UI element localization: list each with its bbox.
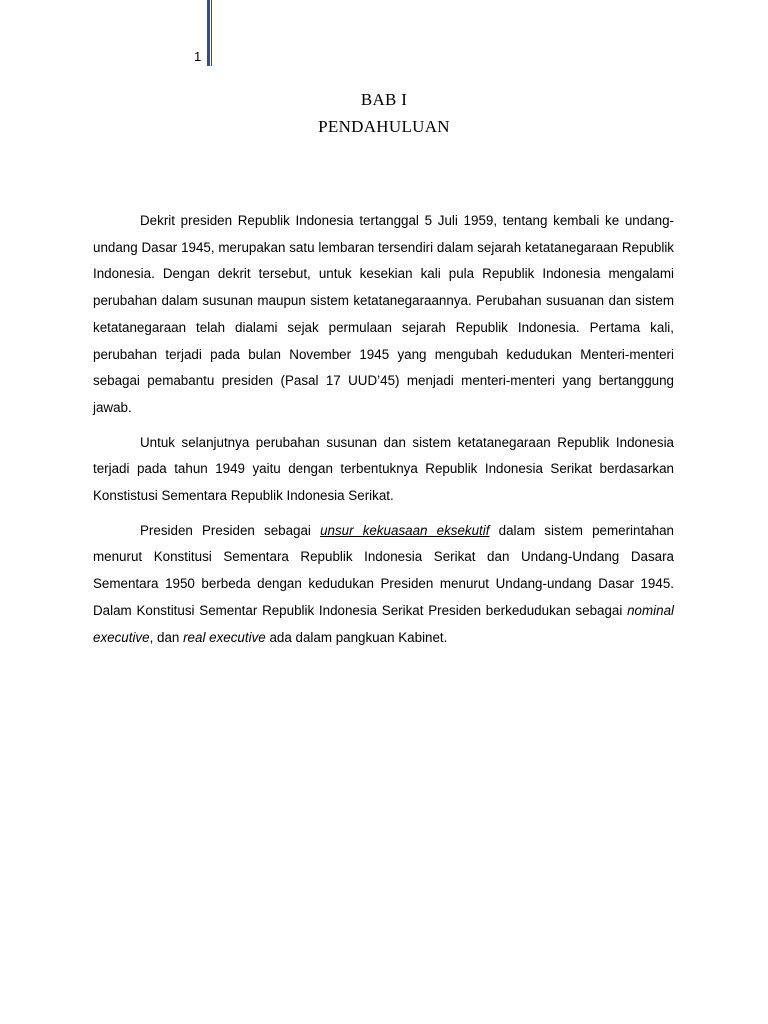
header-rule-thin	[211, 0, 212, 66]
paragraph-3-text-between: , dan	[149, 629, 184, 645]
page-number: 1	[194, 49, 202, 64]
paragraph-3-text-before: Presiden Presiden sebagai	[140, 522, 321, 538]
body-text	[93, 208, 674, 659]
paragraph-3-text-after: ada dalam pangkuan Kabinet.	[265, 629, 448, 645]
chapter-heading: BAB I	[360, 90, 408, 109]
paragraph-3-term-nominal-executive: nominal executive	[93, 602, 674, 645]
paragraph-3-term-real-executive: real executive	[183, 629, 266, 645]
paragraph-1: Dekrit presiden Republik Indonesia tertanggal 5 Juli 1959, tentang kembali ke undang-undang Dasar 1945, merupakan satu lembaran tersendiri dalam sejarah ketatanegaraan Republik Indonesia. Dengan dekrit tersebut, untuk kesekian kali pula Republik Indonesia mengalami perubahan dalam susunan maupun sistem ketatanegaraannya. Perubahan susuanan dan sistem ketatanegaraan telah dialami sejak permulaan sejarah Republik Indonesia. Pertama kali, perubahan terjadi pada bulan November 1945 yang mengubah kedudukan Menteri-menteri sebagai pemabantu presiden (Pasal 17 UUD’45) menjadi menteri-menteri yang bertanggung jawab.	[93, 213, 674, 415]
paragraph-2: Untuk selanjutnya perubahan susunan dan sistem ketatanegaraan Republik Indonesia terjadi pada tahun 1949 yaitu dengan terbentuknya Republik Indonesia Serikat berdasarkan Konstistusi Sementara Republik Indonesia Serikat.	[93, 434, 674, 504]
chapter-title: PENDAHULUAN	[318, 117, 450, 136]
paragraph-3-text-middle: dalam sistem pemerintahan menurut Konstitusi Sementara Republik Indonesia Serikat dan Undang-Undang Dasara Sementara 1950 berbeda dengan kedudukan Presiden menurut Undang-undang Dasar 1945. Dalam Konstitusi Sementar Republik Indonesia Serikat Presiden berkedudukan sebagai	[93, 522, 674, 618]
paragraph-3	[93, 518, 674, 652]
header-rule-thick	[207, 0, 210, 66]
paragraph-3-term-executive-power: unsur kekuasaan eksekutif	[320, 522, 490, 538]
